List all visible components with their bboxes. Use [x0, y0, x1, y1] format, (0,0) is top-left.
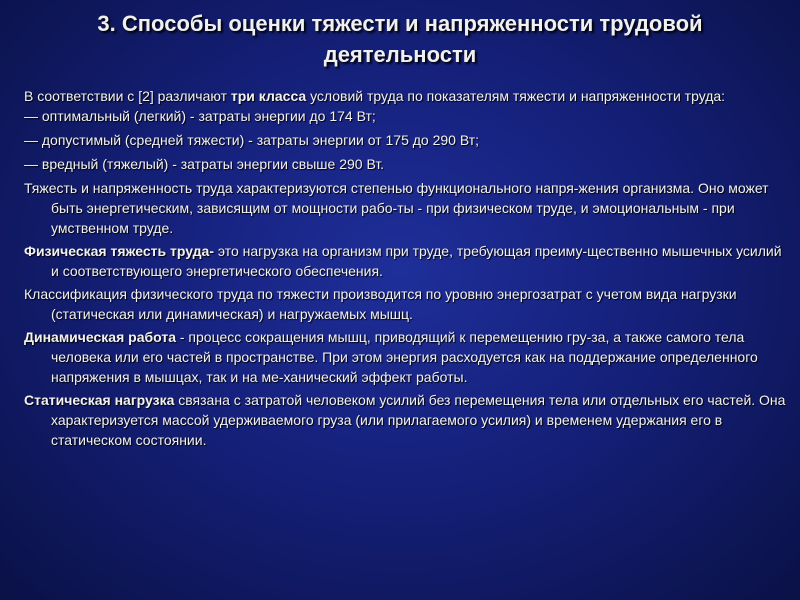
intro-bold: три класса [230, 88, 307, 104]
classification-paragraph: Классификация физического труда по тяжести производится по уровню энергозатрат с учетом вида нагрузки (статическая или динамическая) и нагружаемых мышц. [24, 286, 737, 322]
class-item-optimal: — оптимальный (легкий) - затраты энергии до 174 Вт; [24, 108, 376, 124]
slide-title: 3. Способы оценки тяжести и напряженности трудовой деятельности [97, 11, 703, 67]
dynamic-term: Динамическая работа [24, 329, 176, 345]
physical-paragraph [24, 241, 786, 281]
dynamic-paragraph [24, 327, 786, 387]
slide-body [24, 86, 786, 453]
intro-pre: В соответствии с [2] различают [24, 88, 231, 104]
heaviness-paragraph: Тяжесть и напряженность труда характеризуются степенью функционального напря-жения организма. Оно может быть энергетическим, зависящим от мощности рабо-ты - при физическом труде, и эмоциональным - при умственном труде. [24, 180, 769, 236]
static-term: Статическая нагрузка [24, 392, 175, 408]
dynamic-definition: - процесс сокращения мышц, приводящий к перемещению гру-за, а также самого тела человека или его частей в пространстве. При этом энергия расходуется как на поддержание определенного напряжения в мышцах, так и на ме-ханический эффект работы. [51, 329, 758, 385]
class-item-harmful: — вредный (тяжелый) - затраты энергии свыше 290 Вт. [24, 156, 385, 172]
static-paragraph [24, 390, 786, 450]
physical-term: Физическая тяжесть труда- [24, 243, 214, 259]
class-item-acceptable: — допустимый (средней тяжести) - затраты энергии от 175 до 290 Вт; [24, 132, 480, 148]
static-definition: связана с затратой человеком усилий без перемещения тела или отдельных его частей. Она характеризуется массой удерживаемого груза (или прилагаемого усилия) и временем удержания его в статическом состоянии. [51, 392, 786, 448]
intro-post: условий труда по показателям тяжести и напряженности труда: [306, 88, 726, 104]
physical-definition: это нагрузка на организм при труде, требующая преиму-щественно мышечных усилий и соответствующего энергетического обеспечения. [51, 243, 782, 279]
intro-paragraph [24, 86, 786, 106]
